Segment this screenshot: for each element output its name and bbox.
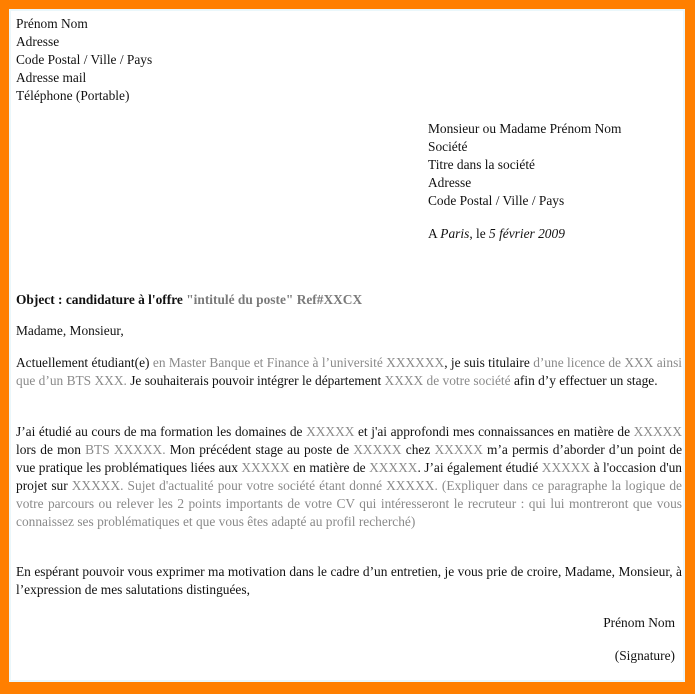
p2-placeholder: XXXXX [353,442,402,457]
sender-email: Adresse mail [16,70,87,85]
recipient-address: Adresse [428,175,472,190]
p2-placeholder: XXXXX. Sujet d'actualité pour votre société étant donné XXXXX. (Expliquer dans ce paragraphe la logique de votre parcours ou relever les 2 points importants de votre CV qui intéresseront le recruteur : qui lui montreront que vous connaissez ses problématiques et que vous êtes adapté au profil recherché) [16,478,682,529]
recipient-name: Monsieur ou Madame Prénom Nom [428,121,622,136]
p1-text: , je suis titulaire [444,355,534,370]
sender-city-line: Code Postal / Ville / Pays [16,52,153,67]
p2-placeholder: BTS XXXXX. [85,442,166,457]
signature-name: Prénom Nom [603,615,675,630]
p2-placeholder: XXXXX [633,424,682,439]
sender-name: Prénom Nom [16,16,88,31]
p2-placeholder: XXXXX [369,460,418,475]
p2-placeholder: XXXXX [434,442,483,457]
closing-paragraph: En espérant pouvoir vous exprimer ma motivation dans le cadre d’un entretien, je vous prie de croire, Madame, Monsieur, à l’expression de mes salutations distinguées, [16,564,682,597]
p2-text: J’ai étudié au cours de ma formation les domaines de [16,424,307,439]
p2-placeholder: XXXXX [541,460,591,475]
subject-placeholder: "intitulé du poste" Ref#XXCX [186,292,363,307]
p2-text: en matière de [289,460,370,475]
p2-text: lors de mon [16,442,86,457]
sender-address: Adresse [16,34,60,49]
p2-placeholder: XXXXX [241,460,290,475]
paragraph-2 [16,423,682,531]
recipient-title: Titre dans la société [428,157,535,172]
subject-label: Object : candidature à l'offre [16,292,187,307]
date-prefix: A [428,226,441,241]
p1-text: Actuellement étudiant(e) [16,355,153,370]
p1-text: Je souhaiterais pouvoir intégrer le département [126,373,385,388]
recipient-city-line: Code Postal / Ville / Pays [428,193,565,208]
p2-text: chez [401,442,435,457]
p1-placeholder: XXXX de votre société [384,373,511,388]
p2-text: à l'occasion d'un projet sur [16,460,682,493]
p2-text: et j'ai approfondi mes connaissances en matière de [354,424,634,439]
date-value: 5 février 2009 [489,226,565,241]
sender-phone: Téléphone (Portable) [16,88,130,103]
date-city: Paris [440,226,470,241]
p1-text: afin d’y effectuer un stage. [510,373,658,388]
date-line [428,225,565,243]
paragraph-1 [16,354,682,390]
recipient-company: Société [428,139,468,154]
p2-text: . J’ai également étudié [417,460,542,475]
salutation: Madame, Monsieur, [16,323,124,338]
p2-placeholder: XXXXX [306,424,355,439]
signature-label: (Signature) [614,648,675,663]
subject-line [16,291,362,309]
p2-text: Mon précédent stage au poste de [165,442,354,457]
date-middle: , le [469,226,490,241]
p1-placeholder: en Master Banque et Finance à l’université XXXXXX [152,355,445,370]
p2-text: m’a permis d’aborder d’un point de vue pratique les problématiques liées aux [16,442,683,475]
letter-page [9,9,685,682]
p1-placeholder: d’une licence de XXX ainsi que d’un BTS XXX. [16,355,683,388]
